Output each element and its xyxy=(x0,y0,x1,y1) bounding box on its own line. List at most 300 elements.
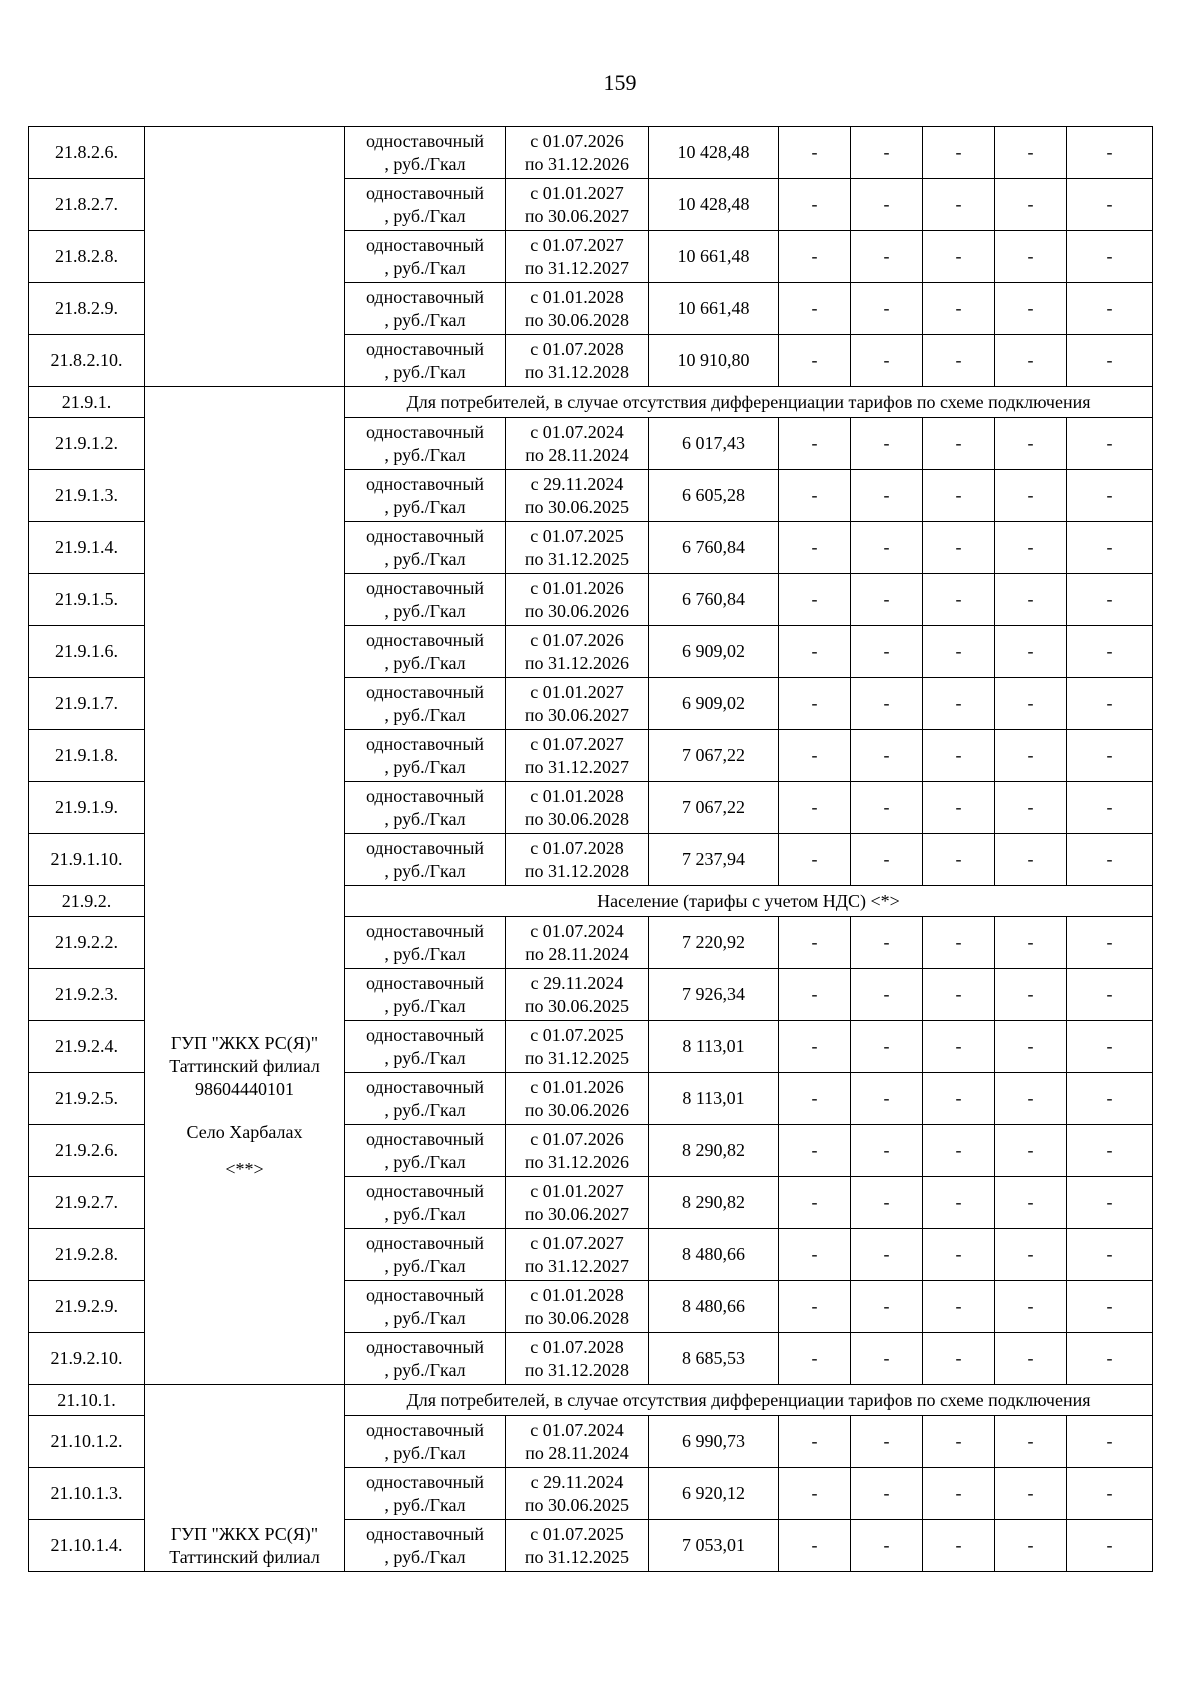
dash-cell: - xyxy=(779,1021,851,1073)
dash-cell: - xyxy=(995,834,1067,886)
tariff-value: 10 428,48 xyxy=(649,179,779,231)
period-from: с 29.11.2024 xyxy=(530,473,624,494)
tariff-type-name: одноставочный xyxy=(365,1024,485,1045)
owner-cell xyxy=(145,387,345,1385)
tariff-type-unit: , руб./Гкал xyxy=(384,995,466,1016)
period-to: по 31.12.2025 xyxy=(524,1047,630,1068)
dash-cell: - xyxy=(851,283,923,335)
tariff-type xyxy=(345,1281,506,1333)
validity-period xyxy=(506,179,649,231)
dash-cell: - xyxy=(1067,1021,1153,1073)
tariff-type xyxy=(345,1125,506,1177)
tariff-type-unit: , руб./Гкал xyxy=(384,1359,466,1380)
tariff-type-unit: , руб./Гкал xyxy=(384,496,466,517)
tariff-type-unit: , руб./Гкал xyxy=(384,600,466,621)
tariff-table xyxy=(28,126,1153,1572)
dash-cell: - xyxy=(923,470,995,522)
row-code: 21.8.2.7. xyxy=(29,179,145,231)
row-code: 21.9.1.6. xyxy=(29,626,145,678)
row-code: 21.10.1. xyxy=(29,1385,145,1416)
validity-period xyxy=(506,231,649,283)
tariff-type-name: одноставочный xyxy=(365,972,485,993)
validity-period xyxy=(506,730,649,782)
tariff-value: 8 480,66 xyxy=(649,1281,779,1333)
owner-line1: ГУП "ЖКХ РС(Я)" xyxy=(170,1033,319,1053)
tariff-type-name: одноставочный xyxy=(365,629,485,650)
validity-period xyxy=(506,1177,649,1229)
dash-cell: - xyxy=(851,1125,923,1177)
dash-cell: - xyxy=(995,1468,1067,1520)
tariff-type-unit: , руб./Гкал xyxy=(384,652,466,673)
dash-cell: - xyxy=(995,1416,1067,1468)
row-code: 21.9.2.5. xyxy=(29,1073,145,1125)
row-code: 21.9.2.3. xyxy=(29,969,145,1021)
tariff-type xyxy=(345,179,506,231)
tariff-type xyxy=(345,1073,506,1125)
validity-period xyxy=(506,1073,649,1125)
tariff-value: 10 661,48 xyxy=(649,283,779,335)
dash-cell: - xyxy=(779,1281,851,1333)
tariff-type-name: одноставочный xyxy=(365,130,485,151)
period-to: по 30.06.2027 xyxy=(524,205,630,226)
tariff-type-unit: , руб./Гкал xyxy=(384,1151,466,1172)
tariff-value: 6 909,02 xyxy=(649,626,779,678)
tariff-type-unit: , руб./Гкал xyxy=(384,153,466,174)
period-from: с 01.07.2028 xyxy=(530,837,624,858)
period-to: по 31.12.2027 xyxy=(524,1255,630,1276)
validity-period xyxy=(506,1125,649,1177)
validity-period xyxy=(506,522,649,574)
period-from: с 01.07.2025 xyxy=(530,1024,624,1045)
tariff-type-unit: , руб./Гкал xyxy=(384,704,466,725)
row-code: 21.8.2.9. xyxy=(29,283,145,335)
tariff-value: 10 910,80 xyxy=(649,335,779,387)
dash-cell: - xyxy=(851,834,923,886)
row-code: 21.9.1.8. xyxy=(29,730,145,782)
dash-cell: - xyxy=(1067,127,1153,179)
dash-cell: - xyxy=(851,626,923,678)
dash-cell: - xyxy=(851,1281,923,1333)
period-to: по 30.06.2026 xyxy=(524,600,630,621)
validity-period xyxy=(506,1468,649,1520)
dash-cell: - xyxy=(851,782,923,834)
dash-cell: - xyxy=(1067,969,1153,1021)
owner-cell xyxy=(145,1385,345,1572)
period-to: по 30.06.2026 xyxy=(524,1099,630,1120)
dash-cell: - xyxy=(851,1229,923,1281)
dash-cell: - xyxy=(923,1281,995,1333)
dash-cell: - xyxy=(923,1021,995,1073)
period-from: с 01.07.2027 xyxy=(530,733,624,754)
dash-cell: - xyxy=(1067,1520,1153,1572)
tariff-value: 8 113,01 xyxy=(649,1021,779,1073)
tariff-type xyxy=(345,335,506,387)
dash-cell: - xyxy=(779,834,851,886)
dash-cell: - xyxy=(1067,1416,1153,1468)
tariff-type-name: одноставочный xyxy=(365,338,485,359)
tariff-type xyxy=(345,470,506,522)
tariff-type-name: одноставочный xyxy=(365,1076,485,1097)
row-code: 21.9.2.6. xyxy=(29,1125,145,1177)
dash-cell: - xyxy=(995,1177,1067,1229)
tariff-type-unit: , руб./Гкал xyxy=(384,309,466,330)
dash-cell: - xyxy=(851,1468,923,1520)
dash-cell: - xyxy=(995,1333,1067,1385)
owner-line4: Село Харбалах xyxy=(186,1122,303,1142)
period-from: с 01.01.2027 xyxy=(530,681,624,702)
period-from: с 01.07.2027 xyxy=(530,234,624,255)
dash-cell: - xyxy=(923,1416,995,1468)
dash-cell: - xyxy=(779,969,851,1021)
dash-cell: - xyxy=(1067,1333,1153,1385)
dash-cell: - xyxy=(851,1333,923,1385)
dash-cell: - xyxy=(923,522,995,574)
dash-cell: - xyxy=(923,1073,995,1125)
row-code: 21.9.2.2. xyxy=(29,917,145,969)
dash-cell: - xyxy=(1067,1468,1153,1520)
period-from: с 01.01.2027 xyxy=(530,182,624,203)
dash-cell: - xyxy=(995,179,1067,231)
period-to: по 31.12.2025 xyxy=(524,1546,630,1567)
tariff-value: 8 290,82 xyxy=(649,1125,779,1177)
validity-period xyxy=(506,1229,649,1281)
tariff-type-name: одноставочный xyxy=(365,577,485,598)
dash-cell: - xyxy=(1067,626,1153,678)
tariff-type-unit: , руб./Гкал xyxy=(384,943,466,964)
period-to: по 30.06.2025 xyxy=(524,995,630,1016)
tariff-type-unit: , руб./Гкал xyxy=(384,1255,466,1276)
tariff-type-unit: , руб./Гкал xyxy=(384,548,466,569)
row-code: 21.10.1.2. xyxy=(29,1416,145,1468)
tariff-value: 8 480,66 xyxy=(649,1229,779,1281)
period-from: с 29.11.2024 xyxy=(530,1471,624,1492)
dash-cell: - xyxy=(1067,730,1153,782)
dash-cell: - xyxy=(779,1333,851,1385)
dash-cell: - xyxy=(851,574,923,626)
validity-period xyxy=(506,574,649,626)
dash-cell: - xyxy=(995,335,1067,387)
tariff-type xyxy=(345,231,506,283)
period-to: по 31.12.2025 xyxy=(524,548,630,569)
dash-cell: - xyxy=(1067,283,1153,335)
dash-cell: - xyxy=(779,127,851,179)
validity-period xyxy=(506,335,649,387)
tariff-value: 8 685,53 xyxy=(649,1333,779,1385)
dash-cell: - xyxy=(851,730,923,782)
row-code: 21.9.1.7. xyxy=(29,678,145,730)
dash-cell: - xyxy=(995,626,1067,678)
validity-period xyxy=(506,782,649,834)
tariff-type xyxy=(345,782,506,834)
period-from: с 01.01.2028 xyxy=(530,785,624,806)
period-from: с 01.07.2025 xyxy=(530,525,624,546)
dash-cell: - xyxy=(851,335,923,387)
validity-period xyxy=(506,1281,649,1333)
dash-cell: - xyxy=(1067,1281,1153,1333)
period-from: с 01.07.2026 xyxy=(530,130,624,151)
period-to: по 28.11.2024 xyxy=(525,943,629,964)
dash-cell: - xyxy=(995,574,1067,626)
period-to: по 31.12.2028 xyxy=(524,1359,630,1380)
tariff-value: 7 237,94 xyxy=(649,834,779,886)
tariff-value: 10 661,48 xyxy=(649,231,779,283)
dash-cell: - xyxy=(851,231,923,283)
period-from: с 01.07.2028 xyxy=(530,338,624,359)
tariff-type-unit: , руб./Гкал xyxy=(384,444,466,465)
validity-period xyxy=(506,1416,649,1468)
dash-cell: - xyxy=(923,1177,995,1229)
dash-cell: - xyxy=(923,283,995,335)
row-code: 21.9.1.4. xyxy=(29,522,145,574)
tariff-type-name: одноставочный xyxy=(365,421,485,442)
dash-cell: - xyxy=(995,1125,1067,1177)
dash-cell: - xyxy=(1067,418,1153,470)
period-to: по 30.06.2027 xyxy=(524,1203,630,1224)
row-code: 21.9.1.2. xyxy=(29,418,145,470)
row-code: 21.8.2.6. xyxy=(29,127,145,179)
row-code: 21.8.2.8. xyxy=(29,231,145,283)
section-heading-row xyxy=(29,1385,1153,1416)
period-from: с 01.07.2026 xyxy=(530,1128,624,1149)
period-from: с 01.01.2026 xyxy=(530,1076,624,1097)
tariff-value: 6 920,12 xyxy=(649,1468,779,1520)
dash-cell: - xyxy=(995,522,1067,574)
section-heading: Для потребителей, в случае отсутствия дифференциации тарифов по схеме подключения xyxy=(345,387,1153,418)
row-code: 21.10.1.4. xyxy=(29,1520,145,1572)
dash-cell: - xyxy=(923,1229,995,1281)
tariff-value: 6 760,84 xyxy=(649,522,779,574)
period-to: по 30.06.2028 xyxy=(524,309,630,330)
tariff-type-unit: , руб./Гкал xyxy=(384,1099,466,1120)
tariff-value: 10 428,48 xyxy=(649,127,779,179)
owner-cell-empty xyxy=(145,127,345,387)
dash-cell: - xyxy=(923,1468,995,1520)
dash-cell: - xyxy=(1067,522,1153,574)
row-code: 21.9.2. xyxy=(29,886,145,917)
row-code: 21.9.2.8. xyxy=(29,1229,145,1281)
row-code: 21.9.1. xyxy=(29,387,145,418)
dash-cell: - xyxy=(1067,678,1153,730)
period-to: по 31.12.2028 xyxy=(524,361,630,382)
dash-cell: - xyxy=(995,283,1067,335)
tariff-type-name: одноставочный xyxy=(365,1471,485,1492)
dash-cell: - xyxy=(779,1468,851,1520)
period-from: с 01.07.2025 xyxy=(530,1523,624,1544)
tariff-type-name: одноставочный xyxy=(365,1128,485,1149)
tariff-type-name: одноставочный xyxy=(365,681,485,702)
dash-cell: - xyxy=(923,231,995,283)
period-from: с 01.07.2024 xyxy=(530,920,624,941)
period-from: с 01.01.2026 xyxy=(530,577,624,598)
dash-cell: - xyxy=(995,917,1067,969)
dash-cell: - xyxy=(851,1416,923,1468)
dash-cell: - xyxy=(851,470,923,522)
tariff-type xyxy=(345,1229,506,1281)
period-to: по 30.06.2028 xyxy=(524,808,630,829)
dash-cell: - xyxy=(1067,231,1153,283)
period-to: по 30.06.2028 xyxy=(524,1307,630,1328)
validity-period xyxy=(506,127,649,179)
dash-cell: - xyxy=(779,470,851,522)
period-from: с 01.07.2024 xyxy=(530,1419,624,1440)
dash-cell: - xyxy=(995,782,1067,834)
tariff-value: 7 067,22 xyxy=(649,730,779,782)
dash-cell: - xyxy=(1067,574,1153,626)
period-from: с 29.11.2024 xyxy=(530,972,624,993)
tariff-type-name: одноставочный xyxy=(365,785,485,806)
dash-cell: - xyxy=(779,678,851,730)
period-to: по 28.11.2024 xyxy=(525,1442,629,1463)
dash-cell: - xyxy=(779,283,851,335)
dash-cell: - xyxy=(779,179,851,231)
dash-cell: - xyxy=(851,127,923,179)
tariff-type xyxy=(345,917,506,969)
period-from: с 01.07.2028 xyxy=(530,1336,624,1357)
tariff-type xyxy=(345,283,506,335)
validity-period xyxy=(506,969,649,1021)
tariff-type-name: одноставочный xyxy=(365,286,485,307)
dash-cell: - xyxy=(851,917,923,969)
tariff-type-unit: , руб./Гкал xyxy=(384,205,466,226)
row-code: 21.9.1.10. xyxy=(29,834,145,886)
tariff-type-name: одноставочный xyxy=(365,1180,485,1201)
tariff-type xyxy=(345,127,506,179)
dash-cell: - xyxy=(995,969,1067,1021)
tariff-type-name: одноставочный xyxy=(365,920,485,941)
dash-cell: - xyxy=(923,917,995,969)
owner-line5: <**> xyxy=(225,1159,264,1179)
dash-cell: - xyxy=(1067,470,1153,522)
dash-cell: - xyxy=(851,522,923,574)
tariff-type-name: одноставочный xyxy=(365,182,485,203)
tariff-type-name: одноставочный xyxy=(365,1523,485,1544)
validity-period xyxy=(506,1333,649,1385)
owner-line2: Таттинский филиал xyxy=(169,1547,320,1567)
row-code: 21.9.1.9. xyxy=(29,782,145,834)
tariff-value: 6 909,02 xyxy=(649,678,779,730)
validity-period xyxy=(506,470,649,522)
dash-cell: - xyxy=(995,730,1067,782)
dash-cell: - xyxy=(779,782,851,834)
tariff-type xyxy=(345,1520,506,1572)
period-from: с 01.01.2028 xyxy=(530,1284,624,1305)
dash-cell: - xyxy=(995,1073,1067,1125)
row-code: 21.8.2.10. xyxy=(29,335,145,387)
dash-cell: - xyxy=(923,574,995,626)
tariff-value: 8 113,01 xyxy=(649,1073,779,1125)
owner-line1: ГУП "ЖКХ РС(Я)" xyxy=(170,1524,319,1544)
dash-cell: - xyxy=(1067,917,1153,969)
dash-cell: - xyxy=(1067,1073,1153,1125)
dash-cell: - xyxy=(995,1021,1067,1073)
tariff-type-unit: , руб./Гкал xyxy=(384,257,466,278)
section-heading-row xyxy=(29,387,1153,418)
dash-cell: - xyxy=(851,969,923,1021)
dash-cell: - xyxy=(923,179,995,231)
dash-cell: - xyxy=(1067,1177,1153,1229)
tariff-type xyxy=(345,1468,506,1520)
tariff-type xyxy=(345,1416,506,1468)
tariff-type xyxy=(345,574,506,626)
tariff-type xyxy=(345,969,506,1021)
period-to: по 30.06.2025 xyxy=(524,496,630,517)
tariff-type-name: одноставочный xyxy=(365,733,485,754)
dash-cell: - xyxy=(779,418,851,470)
tariff-table-body xyxy=(29,127,1153,1572)
dash-cell: - xyxy=(923,678,995,730)
tariff-type xyxy=(345,1333,506,1385)
section-heading: Для потребителей, в случае отсутствия дифференциации тарифов по схеме подключения xyxy=(345,1385,1153,1416)
dash-cell: - xyxy=(779,522,851,574)
owner-line2: Таттинский филиал xyxy=(169,1056,320,1076)
dash-cell: - xyxy=(995,231,1067,283)
dash-cell: - xyxy=(1067,834,1153,886)
dash-cell: - xyxy=(995,470,1067,522)
tariff-type-name: одноставочный xyxy=(365,525,485,546)
dash-cell: - xyxy=(851,1073,923,1125)
dash-cell: - xyxy=(995,418,1067,470)
dash-cell: - xyxy=(923,969,995,1021)
dash-cell: - xyxy=(923,730,995,782)
tariff-value: 6 605,28 xyxy=(649,470,779,522)
tariff-type-unit: , руб./Гкал xyxy=(384,808,466,829)
validity-period xyxy=(506,1520,649,1572)
tariff-value: 6 990,73 xyxy=(649,1416,779,1468)
tariff-value: 8 290,82 xyxy=(649,1177,779,1229)
dash-cell: - xyxy=(995,1281,1067,1333)
dash-cell: - xyxy=(779,730,851,782)
dash-cell: - xyxy=(923,834,995,886)
validity-period xyxy=(506,917,649,969)
dash-cell: - xyxy=(779,1125,851,1177)
period-to: по 31.12.2027 xyxy=(524,756,630,777)
dash-cell: - xyxy=(923,1520,995,1572)
dash-cell: - xyxy=(923,1125,995,1177)
validity-period xyxy=(506,678,649,730)
validity-period xyxy=(506,283,649,335)
row-code: 21.9.2.4. xyxy=(29,1021,145,1073)
tariff-type-unit: , руб./Гкал xyxy=(384,1047,466,1068)
dash-cell: - xyxy=(923,782,995,834)
tariff-type xyxy=(345,1177,506,1229)
tariff-type xyxy=(345,678,506,730)
dash-cell: - xyxy=(779,626,851,678)
dash-cell: - xyxy=(1067,1229,1153,1281)
row-code: 21.9.2.9. xyxy=(29,1281,145,1333)
tariff-type xyxy=(345,626,506,678)
period-to: по 28.11.2024 xyxy=(525,444,629,465)
tariff-type-name: одноставочный xyxy=(365,1284,485,1305)
tariff-type-unit: , руб./Гкал xyxy=(384,361,466,382)
tariff-type-name: одноставочный xyxy=(365,1336,485,1357)
dash-cell: - xyxy=(779,335,851,387)
validity-period xyxy=(506,1021,649,1073)
tariff-value: 7 220,92 xyxy=(649,917,779,969)
dash-cell: - xyxy=(851,418,923,470)
tariff-type-unit: , руб./Гкал xyxy=(384,1442,466,1463)
period-to: по 30.06.2025 xyxy=(524,1494,630,1515)
tariff-type xyxy=(345,418,506,470)
tariff-type-unit: , руб./Гкал xyxy=(384,756,466,777)
dash-cell: - xyxy=(923,1333,995,1385)
tariff-type xyxy=(345,730,506,782)
tariff-value: 7 053,01 xyxy=(649,1520,779,1572)
dash-cell: - xyxy=(923,127,995,179)
dash-cell: - xyxy=(1067,1125,1153,1177)
tariff-type-name: одноставочный xyxy=(365,837,485,858)
tariff-type-name: одноставочный xyxy=(365,234,485,255)
period-from: с 01.07.2026 xyxy=(530,629,624,650)
